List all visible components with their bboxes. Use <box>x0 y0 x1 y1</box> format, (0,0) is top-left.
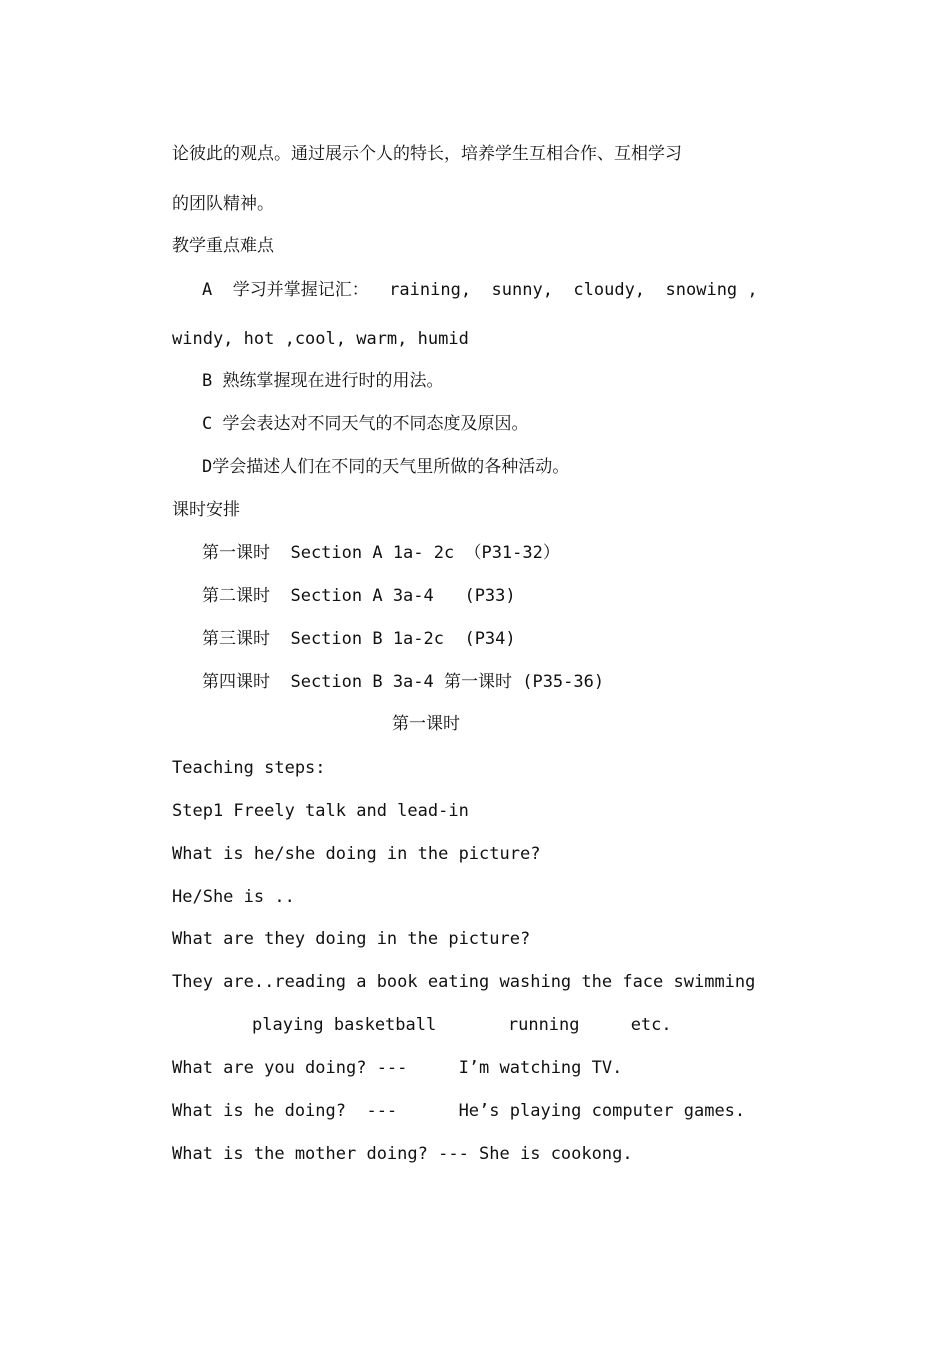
intro-line-2: 的团队精神。 <box>172 194 274 214</box>
key-point-d: D学会描述人们在不同的天气里所做的各种活动。 <box>202 457 570 477</box>
key-point-b: B 熟练掌握现在进行时的用法。 <box>202 371 444 391</box>
dialogue-line: What is he doing? --- He’s playing computer games. <box>172 1101 746 1121</box>
dialogue-line: He/She is .. <box>172 887 295 907</box>
key-point-c: C 学会表达对不同天气的不同态度及原因。 <box>202 414 529 434</box>
dialogue-line: What are you doing? --- I’m watching TV. <box>172 1058 623 1078</box>
dialogue-line: What are they doing in the picture? <box>172 929 531 949</box>
schedule-item: 第三课时 Section B 1a-2c (P34) <box>202 629 516 649</box>
key-points-heading: 教学重点难点 <box>172 236 274 256</box>
dialogue-line: What is he/she doing in the picture? <box>172 844 541 864</box>
intro-line-1: 论彼此的观点。通过展示个人的特长，培养学生互相合作、互相学习 <box>172 144 682 164</box>
schedule-item: 第二课时 Section A 3a-4 (P33) <box>202 586 516 606</box>
dialogue-line: playing basketball running etc. <box>252 1015 672 1035</box>
lesson-title: 第一课时 <box>392 714 460 734</box>
schedule-item: 第四课时 Section B 3a-4 第一课时 (P35-36) <box>202 672 605 692</box>
key-point-a-line-2: windy, hot ,cool, warm, humid <box>172 329 469 349</box>
teaching-steps-label: Teaching steps: <box>172 758 326 778</box>
schedule-item: 第一课时 Section A 1a- 2c （P31-32） <box>202 543 560 563</box>
step-1-heading: Step1 Freely talk and lead-in <box>172 801 469 821</box>
schedule-heading: 课时安排 <box>172 500 240 520</box>
dialogue-line: What is the mother doing? --- She is cookong. <box>172 1144 633 1164</box>
key-point-a-line-1: A 学习并掌握记汇： raining, sunny, cloudy, snowing , <box>202 280 758 300</box>
dialogue-line: They are..reading a book eating washing the face swimming <box>172 972 756 992</box>
